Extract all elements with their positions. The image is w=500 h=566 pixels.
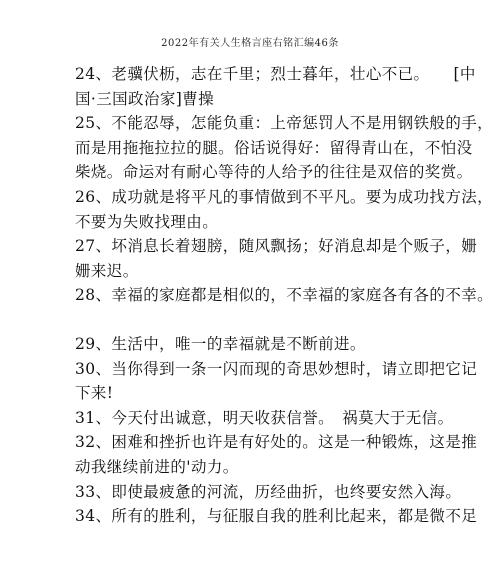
text-line: 24、老骥伏枥，志在千里；烈士暮年，壮心不已。 [中 (75, 65, 476, 83)
text-line: 31、今天付出诚意，明天收获信誉。 祸莫大于无信。 (75, 408, 454, 427)
text-line: 动我继续前进的'动力。 (75, 457, 239, 476)
text-line: 32、困难和挫折也许是有好处的。这是一种锻炼，这是推 (75, 433, 478, 452)
text-line: 34、所有的胜利，与征服自我的胜利比起来，都是微不足 (75, 507, 478, 526)
text-line: 30、当你得到一条一闪而现的奇思妙想时，请立即把它记 (75, 359, 478, 378)
text-line: 不要为失败找理由。 (75, 212, 219, 231)
text-line: 27、坏消息长着翅膀，随风飘扬；好消息却是个贩子，姗 (75, 237, 478, 256)
paragraph-gap (75, 308, 435, 332)
document-body (75, 62, 494, 529)
text-line: 28、幸福的家庭都是相似的，不幸福的家庭各有各的不幸。 (75, 286, 494, 305)
text-line: 33、即使最疲惫的河流，历经曲折，也终要安然入海。 (75, 482, 462, 501)
text-line: 国·三国政治家]曹操 (75, 89, 214, 108)
text-line: 29、生活中，唯一的幸福就是不断前进。 (75, 334, 366, 353)
text-line: 而是用拖拖拉拉的腿。俗话说得好：留得青山在，不怕没 (75, 138, 473, 157)
text-line: 下来! (75, 384, 114, 403)
text-line: 25、不能忍辱，怎能负重：上帝惩罚人不是用钢铁般的手， (75, 114, 494, 133)
text-line: 26、成功就是将平凡的事情做到不平凡。要为成功找方法， (75, 187, 494, 206)
page-header: 2022年有关人生格言座右铭汇编46条 (161, 38, 339, 49)
text-line: 柴烧。命运对有耐心等待的人给予的往往是双倍的奖赏。 (75, 163, 473, 182)
text-line: 姗来迟。 (75, 261, 139, 280)
